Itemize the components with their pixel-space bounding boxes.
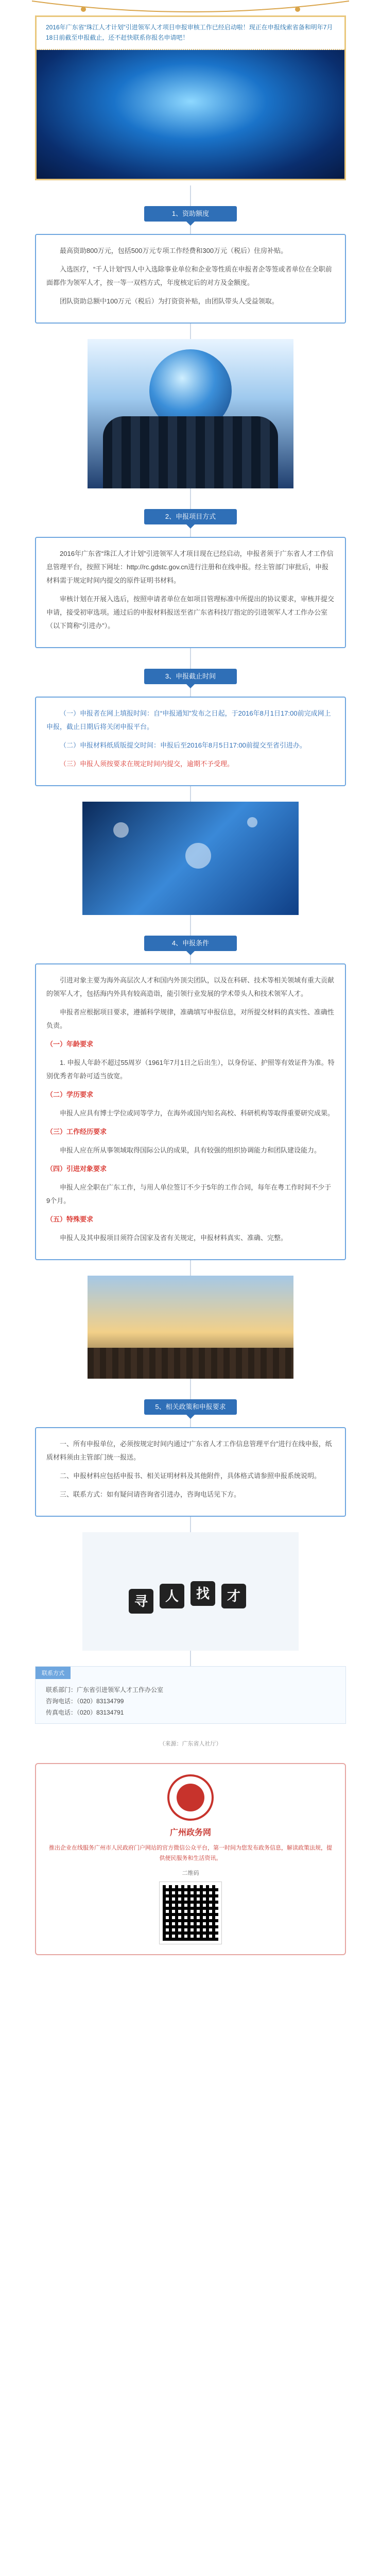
section-5-para-2: 二、申报材料应包括申报书、相关证明材料及其他附件，具体格式请参照申报系统说明。 bbox=[60, 1472, 321, 1480]
qr-code-icon[interactable] bbox=[160, 1882, 221, 1944]
contact-phone: 咨询电话：（020）83134799 bbox=[46, 1698, 124, 1705]
divider-line bbox=[190, 786, 191, 802]
section-title-1: 1、资助额度 bbox=[144, 206, 237, 222]
section-1-para-2: 入选医疗，“千人计划”四人中入选除事业单位和企业等性质在申报者企等签或者单位在全职前面都作为领军人才，按一等一双档方式，年度核定后的对方及金额度。 bbox=[46, 265, 332, 286]
section-title-4: 4、申报条件 bbox=[144, 936, 237, 951]
contact-department: 联系部门：广东省引进领军人才工作办公室 bbox=[46, 1686, 164, 1693]
contact-tab: 联系方式 bbox=[36, 1667, 71, 1679]
header-banner bbox=[0, 0, 381, 185]
contact-lines bbox=[36, 1679, 345, 1723]
section-card-5 bbox=[35, 1427, 346, 1517]
section-card-2 bbox=[35, 537, 346, 648]
header-intro: 2016年广东省“珠江人才计划”引进领军人才项目申报审核工作已经启动啦！现正在申报线索省备和明年7月18日前截至申报截止，还不赶快联系你报名申请吧！ bbox=[37, 17, 344, 50]
section-4-sub-heading-5: （五）特殊要求 bbox=[46, 1215, 94, 1223]
section-title-2: 2、申报项目方式 bbox=[144, 509, 237, 524]
section-card-3 bbox=[35, 697, 346, 786]
section-title-3: 3、申报截止时间 bbox=[144, 669, 237, 684]
section-4-sub-text-4: 申报人应全职在广东工作，与用人单位签订不少于5年的工作合同，每年在粤工作时间不少于9个月。 bbox=[46, 1183, 332, 1205]
qr-label: 二维码 bbox=[182, 1870, 199, 1876]
keyboard-keys-image bbox=[82, 1532, 299, 1651]
key-graphic: 人 bbox=[160, 1584, 184, 1608]
section-4-sub-heading-2: （二）学历要求 bbox=[46, 1091, 94, 1098]
section-4-sub-heading-4: （四）引进对象要求 bbox=[46, 1165, 107, 1173]
section-1-para-3: 团队资助总额中100万元（税后）为打资资补贴，由团队带头人受益领取。 bbox=[60, 297, 279, 305]
section-card-4 bbox=[35, 963, 346, 1260]
section-4-sub-text-5: 申报人及其申报项目须符合国家及省有关规定，申报材料真实、准确、完整。 bbox=[60, 1234, 288, 1242]
divider-line bbox=[190, 648, 191, 669]
section-4-sub-heading-3: （三）工作经历要求 bbox=[46, 1128, 107, 1136]
key-graphic: 寻 bbox=[129, 1589, 153, 1614]
key-graphic: 才 bbox=[221, 1584, 246, 1608]
divider-line bbox=[190, 185, 191, 206]
brand-logo-icon bbox=[167, 1774, 214, 1821]
contact-fax: 传真电话：（020）83134791 bbox=[46, 1709, 124, 1716]
crowd-graphic bbox=[103, 416, 278, 488]
section-4-para-2: 申报者应根据项目要求，遵循科学规律，准确填写申报信息，对所提交材料的真实性、准确性负责。 bbox=[46, 1008, 335, 1029]
divider-line bbox=[190, 1260, 191, 1276]
section-3-item-3: （三）申报人须按要求在规定时间内提交，逾期不予受理。 bbox=[60, 760, 234, 768]
brand-name: 广州政务网 bbox=[169, 1828, 211, 1837]
header-card bbox=[35, 15, 346, 180]
divider-line bbox=[190, 324, 191, 339]
divider-line bbox=[190, 1517, 191, 1532]
section-2-para-1: 2016年广东省“珠江人才计划”引进领军人才项目现在已经启动，申报者须于广东省人才工作信息管理平台，按照下网址：http://rc.gdstc.gov.cn进行注册和在线申报。经主管部门审批后，申报材料需于规定时间内提交的原件证明书材料。 bbox=[46, 550, 334, 584]
light-dot bbox=[247, 817, 257, 827]
section-4-sub-text-3: 申报人应在所从事领域取得国际公认的成果，具有较强的组织协调能力和团队建设能力。 bbox=[60, 1146, 321, 1154]
section-5-para-1: 一、所有申报单位，必须按规定时间内通过“广东省人才工作信息管理平台”进行在线申报，纸质材料须由主管部门统一报送。 bbox=[46, 1440, 332, 1461]
light-dot bbox=[185, 843, 211, 869]
silhouettes-graphic bbox=[88, 1348, 293, 1379]
section-card-1 bbox=[35, 234, 346, 324]
key-graphic: 找 bbox=[190, 1581, 215, 1606]
divider-line bbox=[190, 488, 191, 509]
divider-line bbox=[190, 1651, 191, 1666]
light-dot bbox=[113, 822, 129, 838]
team-globe-image bbox=[88, 339, 293, 488]
brand-description: 推出企业在线服务广州市人民政府门户网站的官方微信公众平台，第一时间为您发布政务信息，解读政策法规，提供便民服务和生活资讯。 bbox=[49, 1845, 332, 1861]
section-3-item-1: （一）申报者在网上填报时间：自“申报通知”发布之日起，于2016年8月1日17:00前完成网上申报，截止日期后将关闭申报平台。 bbox=[46, 709, 331, 731]
divider-line bbox=[190, 1379, 191, 1399]
section-3-item-2: （二）申报材料纸质版提交时间：申报后至2016年8月5日17:00前提交至省引进办。 bbox=[60, 741, 306, 749]
digital-hand-image bbox=[82, 802, 299, 915]
brand-box bbox=[35, 1763, 346, 1955]
section-4-sub-text-2: 申报人应具有博士学位或同等学力，在海外或国内知名高校、科研机构等取得重要研究成果。 bbox=[60, 1109, 335, 1117]
section-4-sub-heading-1: （一）年龄要求 bbox=[46, 1040, 94, 1048]
contact-box bbox=[35, 1666, 346, 1724]
sunset-people-image bbox=[88, 1276, 293, 1379]
section-title-5: 5、相关政策和申报要求 bbox=[144, 1399, 237, 1415]
header-image bbox=[37, 50, 344, 179]
section-4-para-1: 引进对象主要为海外高层次人才和国内外顶尖团队，以及在科研、技术等相关领域有重大贡献的领军人才，包括海内外具有较高造诣，能引领行业发展的学术带头人和技术领军人才。 bbox=[46, 976, 335, 997]
section-2-para-2: 审核计划在开展入选后，按照申请者单位在如项目管理标准中所提出的协议要求，审核并提交申请，接受初审选项。通过后的申报材料报送至省广东省科技厅指定的引进领军人才工作办公室（以下简称“引进办”）。 bbox=[46, 595, 335, 630]
source-note: （来源：广东省人社厅） bbox=[159, 1741, 222, 1747]
section-4-sub-text-1: 1. 申报人年龄不超过55周岁（1961年7月1日之后出生），以身份证、护照等有效证件为准。特别优秀者年龄可适当放宽。 bbox=[46, 1059, 335, 1080]
section-5-para-3: 三、联系方式：如有疑问请咨询省引进办，咨询电话见下方。 bbox=[60, 1490, 241, 1498]
section-1-para-1: 最高资助800万元，包括500万元专项工作经费和300万元（税后）住房补贴。 bbox=[60, 247, 288, 255]
divider-line bbox=[190, 915, 191, 936]
